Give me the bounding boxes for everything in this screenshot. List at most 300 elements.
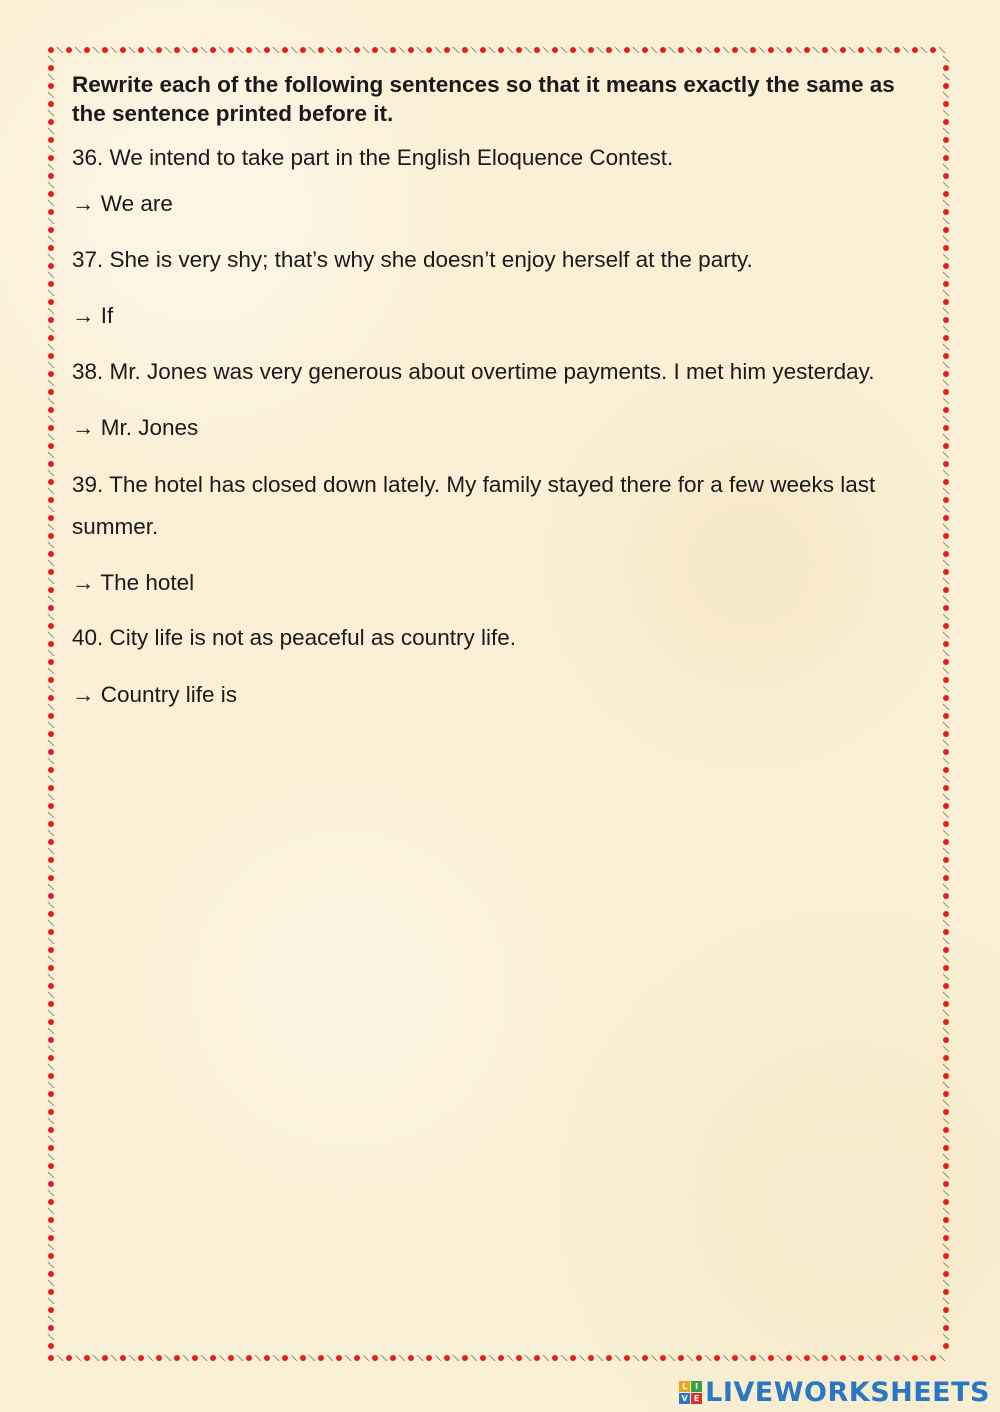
border-dot (102, 1355, 108, 1361)
border-dash (129, 47, 135, 53)
border-dash (48, 56, 54, 62)
border-dot (943, 947, 949, 953)
border-dash (489, 1355, 495, 1361)
logo-mark-icon (679, 1381, 702, 1404)
instruction-text: Rewrite each of the following sentences so that it means exactly the same as the sentence printed before it. (72, 72, 895, 126)
border-dot (943, 173, 949, 179)
border-dash (48, 236, 54, 242)
border-dot (943, 911, 949, 917)
border-dash (943, 650, 949, 656)
border-dash (48, 1046, 54, 1052)
border-dash (903, 47, 909, 53)
border-dot (498, 1355, 504, 1361)
border-dot (588, 47, 594, 53)
border-dash (741, 1355, 747, 1361)
border-dot (804, 1355, 810, 1361)
liveworksheets-logo[interactable] (679, 1377, 990, 1408)
border-dash (831, 47, 837, 53)
border-dash (111, 47, 117, 53)
border-dash (273, 47, 279, 53)
border-dot (943, 119, 949, 125)
border-dot (943, 1127, 949, 1133)
border-dash (57, 1355, 63, 1361)
border-dash (943, 866, 949, 872)
border-dot (48, 623, 54, 629)
border-dot (714, 47, 720, 53)
border-dot (943, 587, 949, 593)
border-dash (943, 254, 949, 260)
border-dot (48, 551, 54, 557)
border-dot (48, 1235, 54, 1241)
border-dot (48, 911, 54, 917)
border-dash (943, 632, 949, 638)
border-dash (943, 524, 949, 530)
border-dot (48, 839, 54, 845)
border-dot (943, 389, 949, 395)
border-dash (615, 47, 621, 53)
border-dash (943, 1334, 949, 1340)
border-dot (943, 497, 949, 503)
border-dot (66, 47, 72, 53)
border-dash (165, 1355, 171, 1361)
border-dot (943, 317, 949, 323)
border-dot (156, 1355, 162, 1361)
border-dot (462, 47, 468, 53)
border-dot (943, 443, 949, 449)
border-dot (943, 281, 949, 287)
border-dot (444, 1355, 450, 1361)
border-dash (48, 758, 54, 764)
border-dot (943, 857, 949, 863)
border-dash (543, 1355, 549, 1361)
border-dot (516, 47, 522, 53)
border-dash (943, 884, 949, 890)
border-dot (943, 1037, 949, 1043)
border-dash (309, 1355, 315, 1361)
border-dash (561, 1355, 567, 1361)
border-dash (943, 956, 949, 962)
border-dash (943, 704, 949, 710)
border-dot (48, 1073, 54, 1079)
border-dash (507, 1355, 513, 1361)
border-dot (48, 1181, 54, 1187)
border-dash (48, 614, 54, 620)
border-dash (943, 1316, 949, 1322)
border-dash (943, 344, 949, 350)
border-dot (390, 47, 396, 53)
border-dot (943, 155, 949, 161)
answer-prompt-36: → We are (72, 191, 173, 216)
answer-prompt-39: → The hotel (72, 570, 195, 595)
border-dash (943, 200, 949, 206)
border-dot (48, 1325, 54, 1331)
border-dot (943, 1091, 949, 1097)
border-dash (399, 1355, 405, 1361)
border-dot (768, 47, 774, 53)
border-dash (723, 1355, 729, 1361)
border-dash (579, 47, 585, 53)
border-dash (48, 1082, 54, 1088)
border-dot (48, 1217, 54, 1223)
border-dash (943, 1082, 949, 1088)
border-dot (48, 65, 54, 71)
logo-mark-cell: E (691, 1393, 702, 1404)
border-dot (642, 47, 648, 53)
border-dot (48, 893, 54, 899)
border-dot (390, 1355, 396, 1361)
border-dash (943, 470, 949, 476)
border-dash (943, 1028, 949, 1034)
border-dash (943, 362, 949, 368)
border-dot (858, 47, 864, 53)
border-dot (696, 1355, 702, 1361)
border-dot (48, 1109, 54, 1115)
border-dot (372, 1355, 378, 1361)
border-dot (48, 1307, 54, 1313)
border-dash (943, 794, 949, 800)
border-dash (943, 1010, 949, 1016)
border-dash (48, 1010, 54, 1016)
border-dot (552, 1355, 558, 1361)
border-dash (849, 47, 855, 53)
border-dot (48, 1343, 54, 1349)
border-dot (48, 1091, 54, 1097)
border-dash (291, 47, 297, 53)
border-dot (912, 1355, 918, 1361)
border-dash (48, 848, 54, 854)
question-38: 38. Mr. Jones was very generous about overtime payments. I met him yesterday. (72, 359, 875, 384)
border-dash (943, 416, 949, 422)
border-dash (943, 776, 949, 782)
border-dot (48, 1199, 54, 1205)
border-dash (273, 1355, 279, 1361)
border-dash (867, 47, 873, 53)
border-dot (84, 1355, 90, 1361)
border-dot (894, 1355, 900, 1361)
border-dot (943, 1253, 949, 1259)
border-dot (534, 47, 540, 53)
border-dash (48, 398, 54, 404)
border-dot (48, 371, 54, 377)
border-dash (489, 47, 495, 53)
border-dot (48, 1127, 54, 1133)
border-dot (943, 1325, 949, 1331)
border-dash (48, 218, 54, 224)
border-dash (435, 47, 441, 53)
border-dash (597, 1355, 603, 1361)
logo-mark-cell: I (691, 1381, 702, 1392)
border-dot (48, 155, 54, 161)
border-dash (943, 182, 949, 188)
border-dot (943, 191, 949, 197)
border-dot (943, 1235, 949, 1241)
border-dot (48, 335, 54, 341)
border-dash (147, 47, 153, 53)
border-dash (943, 1064, 949, 1070)
logo-mark-cell: L (679, 1381, 690, 1392)
border-dot (943, 1001, 949, 1007)
border-dot (48, 245, 54, 251)
border-dot (192, 47, 198, 53)
border-dot (462, 1355, 468, 1361)
border-dot (943, 425, 949, 431)
border-dot (943, 1073, 949, 1079)
border-dot (48, 1019, 54, 1025)
border-dash (633, 1355, 639, 1361)
border-dash (939, 47, 945, 53)
border-dot (534, 1355, 540, 1361)
border-dash (705, 1355, 711, 1361)
border-dash (48, 308, 54, 314)
border-dash (183, 47, 189, 53)
border-dash (363, 47, 369, 53)
border-dash (48, 1208, 54, 1214)
border-dash (93, 1355, 99, 1361)
logo-mark-cell: V (679, 1393, 690, 1404)
border-dot (732, 1355, 738, 1361)
border-dot (943, 875, 949, 881)
border-dash (48, 722, 54, 728)
border-dash (943, 974, 949, 980)
border-dash (723, 47, 729, 53)
border-dot (48, 965, 54, 971)
border-dash (943, 506, 949, 512)
border-dash (943, 1208, 949, 1214)
border-dash (943, 1190, 949, 1196)
border-dot (943, 839, 949, 845)
border-dot (48, 947, 54, 953)
border-dot (480, 47, 486, 53)
border-dot (138, 47, 144, 53)
border-dash (48, 992, 54, 998)
border-dash (943, 1046, 949, 1052)
border-dot (48, 695, 54, 701)
border-dash (687, 1355, 693, 1361)
border-dot (210, 1355, 216, 1361)
border-dash (48, 902, 54, 908)
border-dash (129, 1355, 135, 1361)
border-dash (48, 434, 54, 440)
border-dot (138, 1355, 144, 1361)
border-dot (282, 47, 288, 53)
border-dash (93, 47, 99, 53)
border-dot (48, 443, 54, 449)
border-dash (237, 47, 243, 53)
border-dash (705, 47, 711, 53)
border-dot (48, 137, 54, 143)
border-dot (48, 1253, 54, 1259)
border-dot (943, 335, 949, 341)
question-37: 37. She is very shy; that’s why she doesn’t enjoy herself at the party. (72, 247, 753, 272)
border-dash (48, 506, 54, 512)
border-dash (48, 254, 54, 260)
border-dot (300, 1355, 306, 1361)
border-dash (165, 47, 171, 53)
border-dash (453, 1355, 459, 1361)
border-dot (943, 245, 949, 251)
border-dot (48, 407, 54, 413)
border-dot (943, 1199, 949, 1205)
border-dot (48, 461, 54, 467)
border-dash (48, 380, 54, 386)
border-dot (48, 515, 54, 521)
border-dot (943, 965, 949, 971)
border-dot (943, 533, 949, 539)
border-dot (300, 47, 306, 53)
border-dash (48, 1262, 54, 1268)
border-dash (345, 47, 351, 53)
border-dash (561, 47, 567, 53)
border-dash (471, 47, 477, 53)
worksheet-content (72, 70, 932, 707)
border-dash (525, 1355, 531, 1361)
border-dot (943, 353, 949, 359)
border-dot (84, 47, 90, 53)
border-dot (606, 1355, 612, 1361)
border-dot (48, 353, 54, 359)
border-dash (48, 272, 54, 278)
border-dot (48, 1289, 54, 1295)
border-dash (943, 1226, 949, 1232)
border-dot (174, 47, 180, 53)
border-dash (943, 164, 949, 170)
border-dash (943, 128, 949, 134)
border-dash (363, 1355, 369, 1361)
border-dash (48, 776, 54, 782)
border-dot (943, 1163, 949, 1169)
border-dash (579, 1355, 585, 1361)
border-dash (219, 47, 225, 53)
border-dot (228, 47, 234, 53)
border-dash (943, 92, 949, 98)
border-dot (48, 605, 54, 611)
border-dot (943, 479, 949, 485)
border-dot (48, 389, 54, 395)
border-dot (943, 695, 949, 701)
border-dash (943, 1154, 949, 1160)
border-dash (48, 290, 54, 296)
border-dash (417, 1355, 423, 1361)
border-dash (111, 1355, 117, 1361)
border-dot (858, 1355, 864, 1361)
border-dot (336, 47, 342, 53)
border-dash (417, 47, 423, 53)
border-dot (624, 1355, 630, 1361)
border-dot (120, 47, 126, 53)
border-dot (48, 1355, 54, 1361)
border-dot (943, 767, 949, 773)
border-dot (48, 1163, 54, 1169)
border-dash (943, 686, 949, 692)
border-dash (921, 47, 927, 53)
border-dot (943, 101, 949, 107)
border-dash (255, 1355, 261, 1361)
border-dot (943, 1271, 949, 1277)
border-dash (219, 1355, 225, 1361)
border-dot (426, 1355, 432, 1361)
border-dot (318, 47, 324, 53)
border-dot (624, 47, 630, 53)
logo-text: LIVEWORKSHEETS (705, 1377, 990, 1408)
border-dash (597, 47, 603, 53)
border-dash (48, 1244, 54, 1250)
border-dot (372, 47, 378, 53)
border-dash (48, 938, 54, 944)
border-dash (48, 974, 54, 980)
border-dash (943, 614, 949, 620)
border-dash (939, 1355, 945, 1361)
border-dash (381, 47, 387, 53)
border-dot (264, 47, 270, 53)
border-dash (943, 74, 949, 80)
border-dash (48, 1172, 54, 1178)
border-dash (435, 1355, 441, 1361)
border-dash (48, 1154, 54, 1160)
border-dash (48, 1226, 54, 1232)
border-dot (943, 623, 949, 629)
border-dot (943, 83, 949, 89)
border-dash (525, 47, 531, 53)
border-dash (943, 488, 949, 494)
border-dot (876, 47, 882, 53)
border-dot (943, 299, 949, 305)
border-dot (943, 803, 949, 809)
border-dot (264, 1355, 270, 1361)
border-dash (57, 47, 63, 53)
border-dash (48, 92, 54, 98)
border-dot (943, 677, 949, 683)
border-dash (867, 1355, 873, 1361)
border-dot (732, 47, 738, 53)
border-dash (48, 1280, 54, 1286)
border-dash (48, 650, 54, 656)
border-dot (750, 1355, 756, 1361)
border-dash (903, 1355, 909, 1361)
border-dash (943, 56, 949, 62)
border-dot (480, 1355, 486, 1361)
border-dot (48, 821, 54, 827)
border-dash (201, 1355, 207, 1361)
border-dash (48, 542, 54, 548)
border-dash (48, 1118, 54, 1124)
border-dot (943, 893, 949, 899)
border-dash (48, 1190, 54, 1196)
border-dash (943, 578, 949, 584)
border-dash (651, 47, 657, 53)
border-dash (943, 1172, 949, 1178)
border-dot (678, 1355, 684, 1361)
border-dash (813, 1355, 819, 1361)
border-dot (48, 1001, 54, 1007)
border-dash (943, 308, 949, 314)
border-dash (943, 830, 949, 836)
border-dot (943, 785, 949, 791)
border-dot (943, 605, 949, 611)
border-dot (354, 47, 360, 53)
border-dash (943, 920, 949, 926)
border-dash (48, 164, 54, 170)
border-dot (943, 1217, 949, 1223)
border-dot (48, 47, 54, 53)
border-dash (48, 452, 54, 458)
border-dash (943, 596, 949, 602)
border-dot (943, 1289, 949, 1295)
border-dot (48, 1037, 54, 1043)
border-dot (426, 47, 432, 53)
question-40: 40. City life is not as peaceful as country life. (72, 625, 516, 650)
border-dot (48, 119, 54, 125)
border-dash (943, 434, 949, 440)
